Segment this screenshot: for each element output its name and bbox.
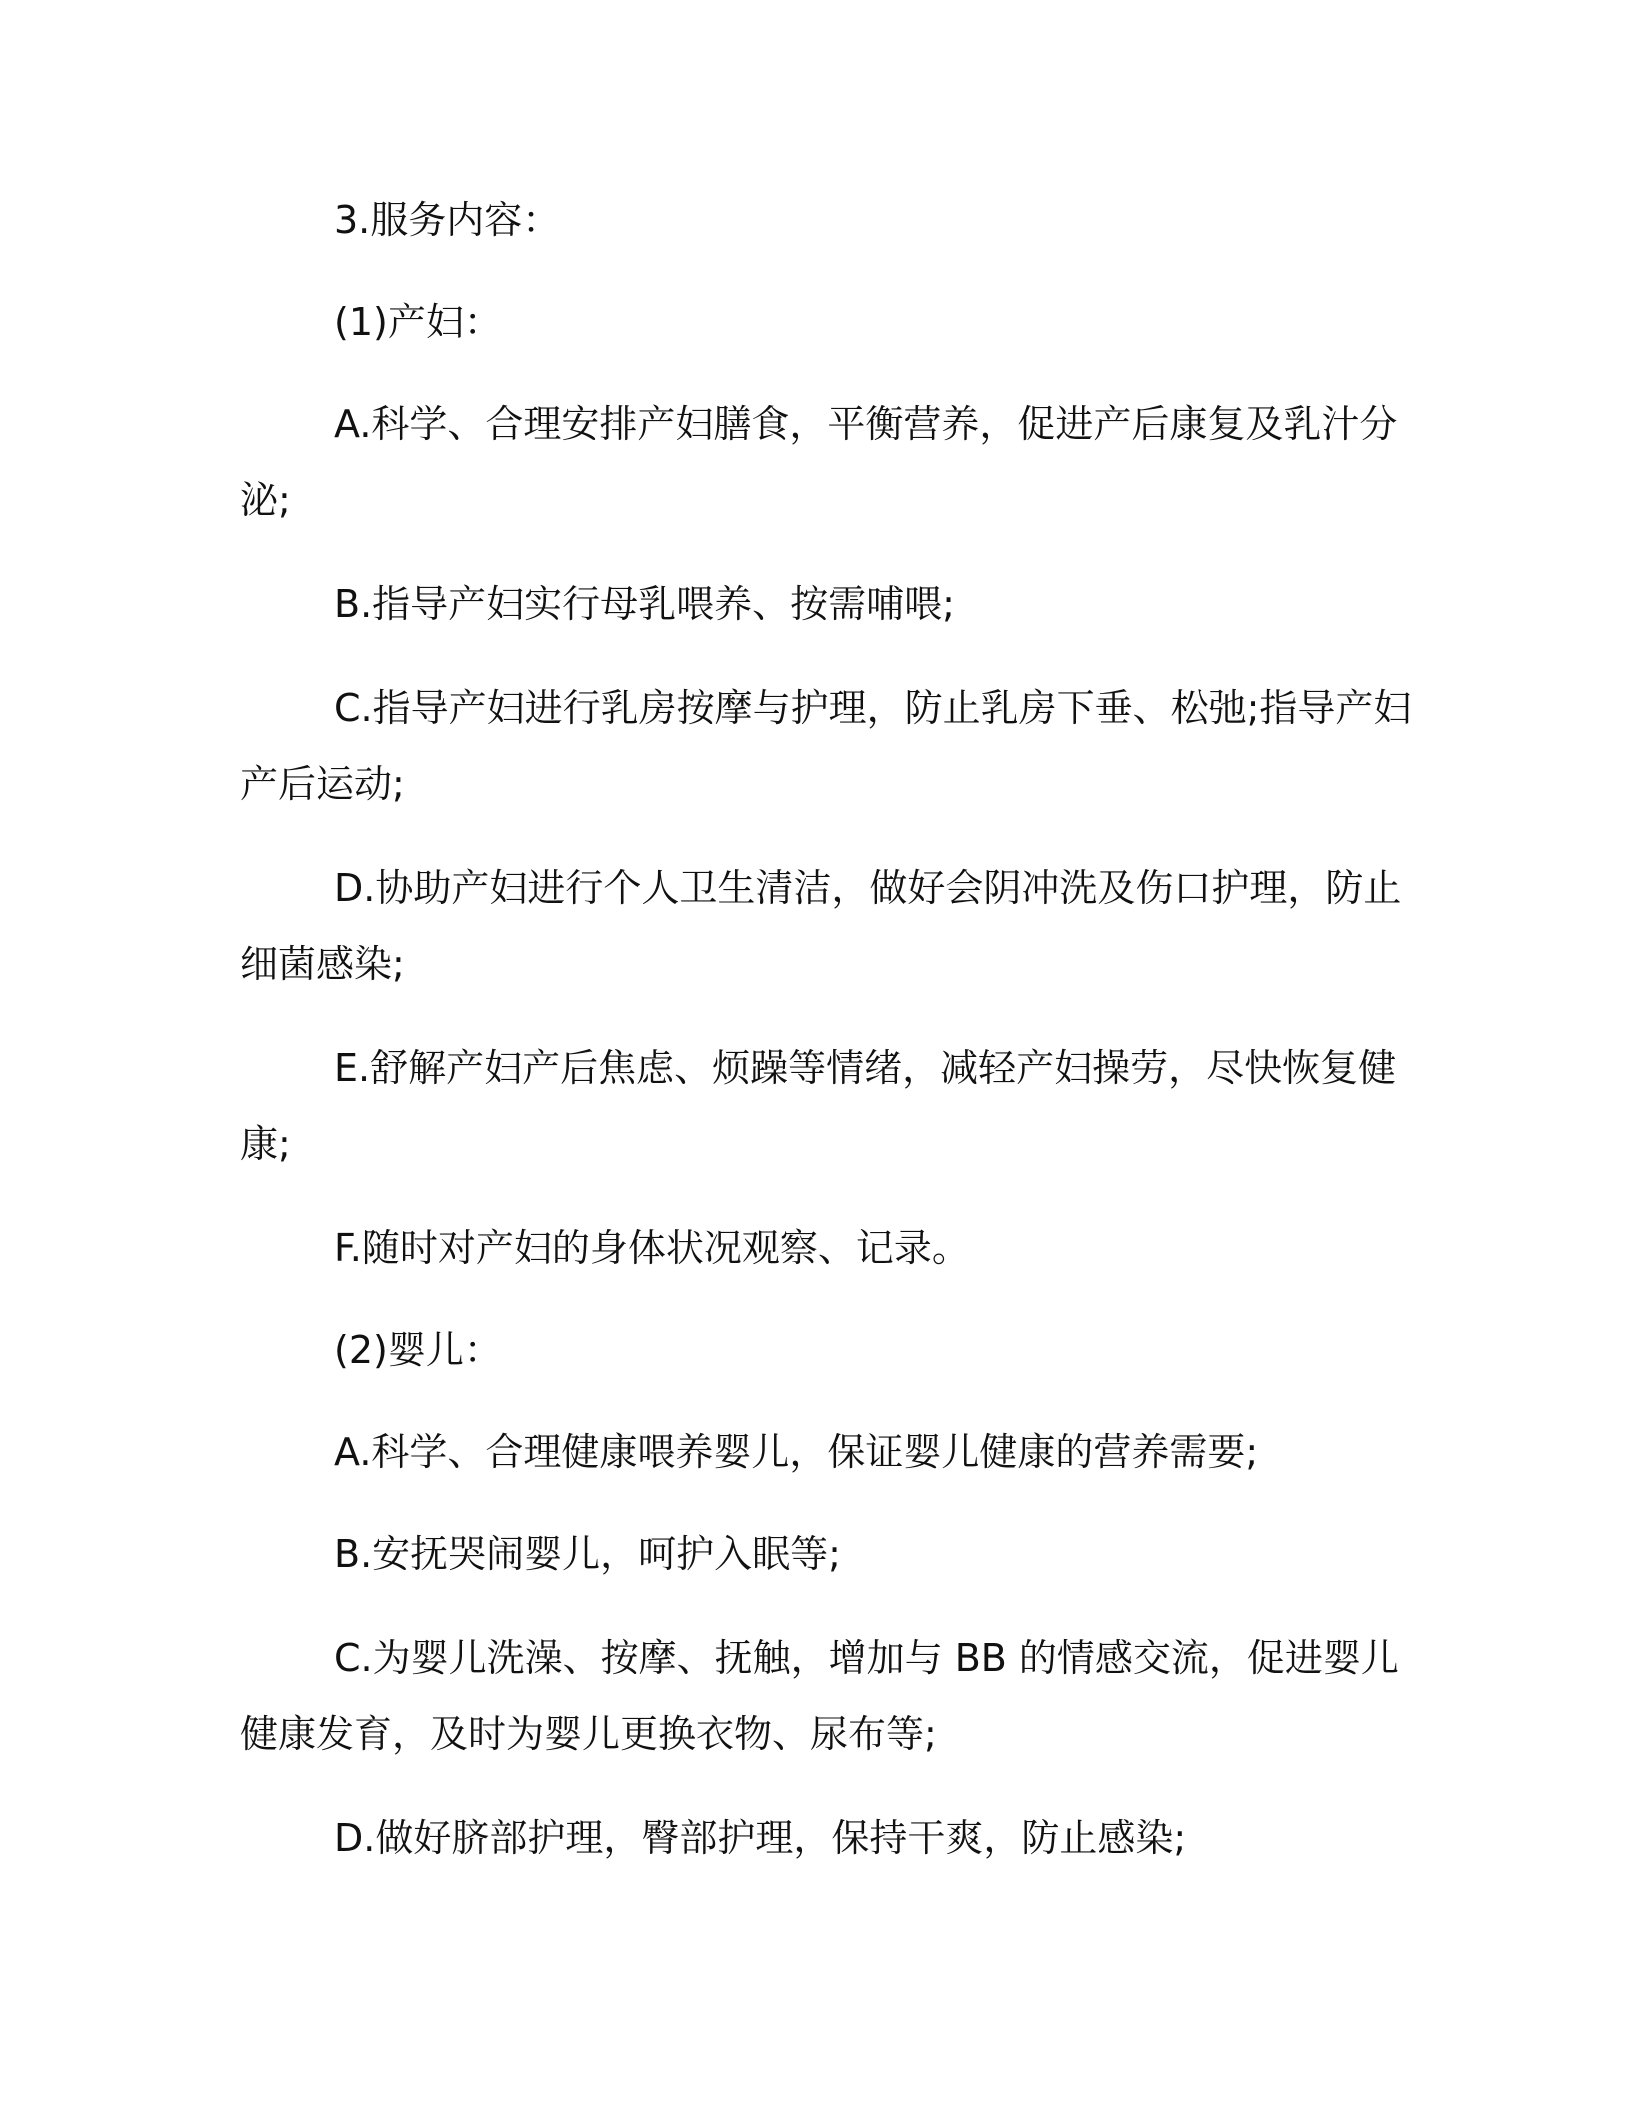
mother-item-e: E.舒解产妇产后焦虑、烦躁等情绪，减轻产妇操劳，尽快恢复健: [334, 1046, 1397, 1090]
mother-item-d: D.协助产妇进行个人卫生清洁，做好会阴冲洗及伤口护理，防止: [334, 866, 1402, 910]
subsection-title-mother: (1)产妇：: [334, 300, 502, 344]
mother-item-e-continuation: 康;: [240, 1122, 291, 1166]
baby-item-c: C.为婴儿洗澡、按摩、抚触，增加与 BB 的情感交流，促进婴儿: [334, 1636, 1399, 1680]
mother-item-a-continuation: 泌;: [240, 478, 291, 522]
mother-item-c: C.指导产妇进行乳房按摩与护理，防止乳房下垂、松弛;指导产妇: [334, 686, 1412, 730]
mother-item-c-continuation: 产后运动;: [240, 762, 405, 806]
mother-item-b: B.指导产妇实行母乳喂养、按需哺喂;: [334, 582, 955, 626]
baby-item-d: D.做好脐部护理，臀部护理，保持干爽，防止感染;: [334, 1816, 1187, 1860]
baby-item-b: B.安抚哭闹婴儿，呵护入眠等;: [334, 1532, 841, 1576]
mother-item-d-continuation: 细菌感染;: [240, 942, 405, 986]
mother-item-a: A.科学、合理安排产妇膳食，平衡营养，促进产后康复及乳汁分: [334, 402, 1398, 446]
baby-item-c-continuation: 健康发育，及时为婴儿更换衣物、尿布等;: [240, 1712, 937, 1756]
mother-item-f: F.随时对产妇的身体状况观察、记录。: [334, 1226, 970, 1270]
subsection-title-baby: (2)婴儿：: [334, 1328, 502, 1372]
baby-item-a: A.科学、合理健康喂养婴儿，保证婴儿健康的营养需要;: [334, 1430, 1259, 1474]
section-heading: 3.服务内容：: [334, 198, 561, 242]
